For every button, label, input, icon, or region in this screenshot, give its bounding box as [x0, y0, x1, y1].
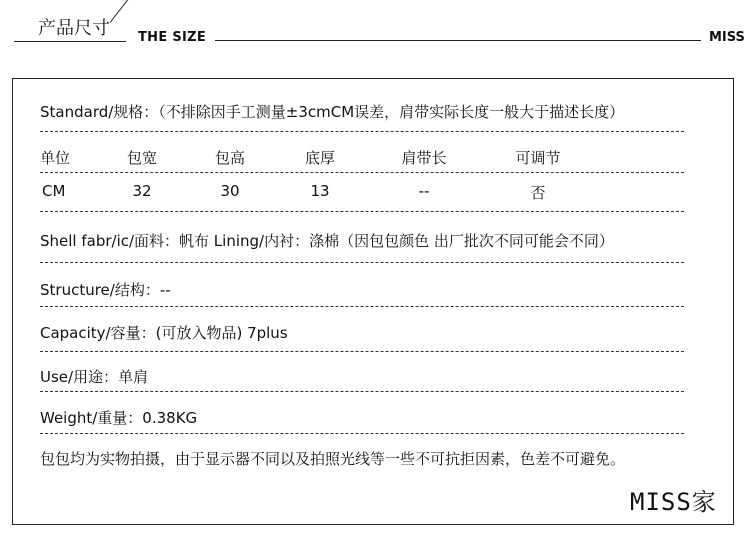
- spec-standard: Standard/规格：（不排除因手工测量±3cmCM误差，肩带实际长度一般大于描述长度）: [40, 103, 625, 121]
- spec-disclaimer: 包包均为实物拍摄，由于显示器不同以及拍照光线等一些不可抗拒因素，色差不可避免。: [40, 450, 626, 468]
- header-slash: [110, 0, 132, 23]
- divider: [40, 131, 684, 132]
- table-value-depth: 13: [310, 182, 330, 200]
- divider: [40, 262, 684, 263]
- table-value-unit: CM: [42, 182, 66, 200]
- spec-capacity: Capacity/容量：(可放入物品) 7plus: [40, 324, 288, 342]
- divider: [40, 211, 684, 212]
- table-header-unit: 单位: [40, 149, 71, 167]
- divider: [40, 391, 684, 392]
- table-header-width: 包宽: [126, 149, 157, 167]
- brand-logo-text: MISS家: [630, 488, 717, 516]
- table-value-strap-length: --: [418, 182, 430, 200]
- spec-use: Use/用途：单肩: [40, 368, 149, 386]
- table-header-height: 包高: [214, 149, 245, 167]
- divider: [40, 351, 684, 352]
- spec-structure: Structure/结构：--: [40, 281, 171, 299]
- table-header-strap-length: 肩带长: [401, 149, 447, 167]
- spec-shell-lining: Shell fabr/ic/面料：帆布 Lining/内衬：涤棉（因包包颜色 出厂批次不同可能会不同）: [40, 232, 614, 250]
- table-value-height: 30: [220, 182, 240, 200]
- table-header-depth: 底厚: [304, 149, 335, 167]
- table-value-width: 32: [132, 182, 152, 200]
- divider: [40, 306, 684, 307]
- header-brand: MISS: [709, 30, 745, 45]
- header-title-en: THE SIZE: [138, 30, 207, 45]
- header-divider-left: [14, 41, 126, 42]
- header-title-cn: 产品尺寸: [38, 18, 110, 39]
- table-value-adjustable: 否: [530, 184, 546, 202]
- divider: [40, 433, 684, 434]
- header-divider-right: [215, 40, 701, 41]
- divider: [40, 172, 684, 173]
- table-header-adjustable: 可调节: [515, 149, 561, 167]
- spec-weight: Weight/重量：0.38KG: [40, 409, 198, 427]
